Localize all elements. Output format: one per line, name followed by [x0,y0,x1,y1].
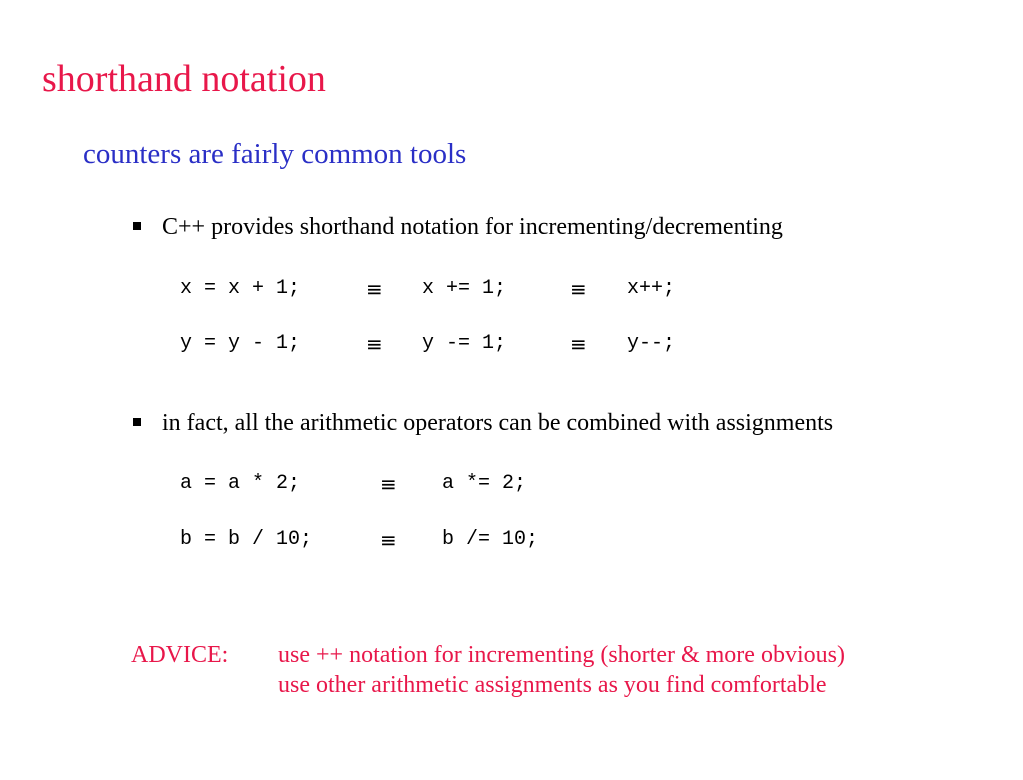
code-expression: b = b / 10; [180,528,313,551]
equivalence-symbol: ≡ [380,472,397,496]
code-expression: y -= 1; [422,332,507,355]
code-expression: x++; [627,277,676,300]
equivalence-symbol: ≡ [366,277,383,301]
equivalence-symbol: ≡ [570,277,587,301]
bullet-text: C++ provides shorthand notation for incrementing/decrementing [162,214,783,240]
slide-subtitle: counters are fairly common tools [83,138,467,170]
code-expression: y--; [627,332,676,355]
code-expression: b /= 10; [442,528,539,551]
advice-line-2: use other arithmetic assignments as you find comfortable [278,672,827,698]
equivalence-symbol: ≡ [570,332,587,356]
square-bullet-icon [133,222,141,230]
equivalence-symbol: ≡ [366,332,383,356]
equivalence-symbol: ≡ [380,528,397,552]
square-bullet-icon [133,418,141,426]
bullet-text: in fact, all the arithmetic operators can be combined with assignments [162,410,834,436]
advice-label: ADVICE: [131,642,229,668]
code-expression: y = y - 1; [180,332,301,355]
code-expression: x += 1; [422,277,507,300]
code-expression: a *= 2; [442,472,527,495]
code-expression: a = a * 2; [180,472,301,495]
code-expression: x = x + 1; [180,277,301,300]
slide-title: shorthand notation [42,58,326,100]
advice-line-1: use ++ notation for incrementing (shorter & more obvious) [278,642,845,668]
